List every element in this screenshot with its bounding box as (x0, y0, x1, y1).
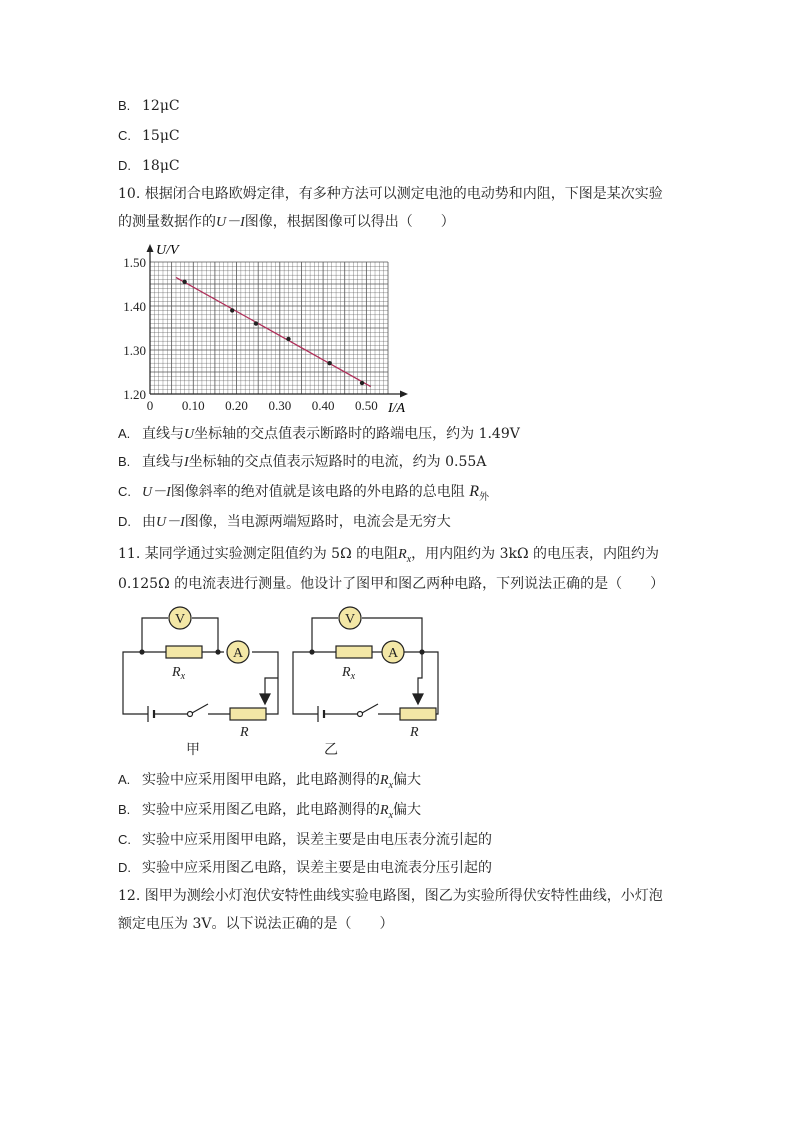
circuit-yi (293, 607, 438, 722)
switch-contact (188, 712, 193, 717)
q9-option-b (118, 96, 180, 116)
x-tick-label: 0.10 (181, 398, 205, 413)
option-sub: x (388, 809, 394, 821)
stem-text: 11. 某同学通过实验测定阻值约为 5Ω 的电阻 (118, 546, 399, 562)
slider-arrowhead (413, 694, 423, 704)
junction (216, 650, 220, 654)
option-label: C. (118, 832, 131, 847)
option-text: 图像，当电源两端短路时，电流会是无穷大 (184, 514, 451, 530)
x-axis-arrow (400, 391, 408, 398)
q10-option-a (118, 424, 520, 445)
y-tick-label: 1.20 (123, 387, 146, 402)
data-point (182, 280, 186, 284)
switch-contact (358, 712, 363, 717)
rheostat-label: R (410, 725, 419, 740)
option-text: 实验中应采用图甲电路，误差主要是由电压表分流引起的 (142, 832, 492, 848)
x-tick-label: 0.40 (311, 398, 335, 413)
stem-text: 图像，根据图像可以得出（ ） (244, 214, 455, 230)
resistor-rx (336, 646, 372, 658)
option-label: C. (118, 128, 131, 143)
option-text: 实验中应采用图乙电路，误差主要是由电流表分压引起的 (142, 860, 492, 876)
q10-option-b (118, 452, 486, 473)
voltmeter-label: V (175, 612, 186, 627)
q9-option-d (118, 156, 180, 176)
option-label: B. (118, 802, 131, 817)
q12-stem-line1: 12. 图甲为测绘小灯泡伏安特性曲线实验电路图，图乙为实验所得伏安特性曲线，小灯泡 (118, 888, 663, 904)
rheostat-label: R (240, 725, 249, 740)
option-text: 直线与 (142, 426, 184, 442)
wire (422, 652, 438, 714)
option-text: 由 (142, 514, 156, 530)
ammeter-label: A (233, 646, 244, 661)
q9-option-c (118, 126, 180, 146)
rx-label: $R_x$ (172, 665, 186, 682)
q11-option-b (118, 800, 421, 826)
wire (123, 652, 148, 714)
voltmeter-label: V (345, 612, 356, 627)
option-var: U (184, 427, 195, 442)
option-text: 坐标轴的交点值表示断路时的路端电压，约为 1.49V (194, 426, 520, 442)
option-var: I (184, 455, 189, 470)
option-var: R (380, 773, 389, 788)
x-axis-label: I/A (388, 401, 406, 416)
stem-sub: x (406, 553, 412, 565)
x-tick-label: 0.30 (268, 398, 292, 413)
option-text: 偏大 (393, 802, 422, 818)
slider-arrowhead (260, 694, 270, 704)
wire (142, 618, 168, 652)
x-tick-label: 0.50 (354, 398, 378, 413)
q12-stem-line2: 额定电压为 3V。以下说法正确的是（ ） (118, 916, 394, 932)
wire (418, 652, 422, 698)
q10-option-c (118, 482, 489, 508)
option-text: 12μC (142, 98, 180, 114)
figure-label-jia: 甲 (186, 743, 200, 758)
option-label: A. (118, 772, 131, 787)
option-text: 坐标轴的交点值表示短路时的电流，约为 0.55A (188, 454, 487, 470)
rheostat (230, 708, 266, 720)
q11-stem-line1 (118, 544, 659, 570)
rx-label: $R_x$ (342, 665, 356, 682)
data-point (327, 361, 331, 365)
option-text: 实验中应采用图乙电路，此电路测得的 (142, 802, 380, 818)
ui-symbol: U－I (216, 215, 245, 230)
chart-marks (176, 277, 371, 386)
option-text: 实验中应采用图甲电路，此电路测得的 (142, 772, 380, 788)
option-var: U－I (156, 515, 185, 530)
rheostat (400, 708, 436, 720)
option-text: 18μC (142, 158, 180, 174)
resistor-rx (166, 646, 202, 658)
u-i-chart (112, 238, 412, 420)
data-point (230, 308, 234, 312)
circuit-jia-labels (171, 612, 249, 758)
q11-option-a (118, 770, 421, 796)
switch-blade (362, 704, 378, 713)
y-axis-arrow (147, 244, 154, 252)
q10-stem-line1: 10. 根据闭合电路欧姆定律，有多种方法可以测定电池的电动势和内阻，下图是某次实验 (118, 186, 663, 202)
data-point (254, 321, 258, 325)
y-axis-label: U/V (156, 243, 179, 258)
circuit-jia (123, 607, 278, 722)
option-sub: x (388, 779, 394, 791)
data-point (360, 381, 364, 385)
stem-text: 的测量数据作的 (118, 214, 216, 230)
stem-text: ，用内阻约为 3kΩ 的电压表，内阻约为 (411, 546, 660, 562)
option-sub: 外 (479, 491, 490, 503)
option-label: D. (118, 514, 131, 529)
x-tick-label: 0 (146, 398, 154, 413)
option-text: 偏大 (393, 772, 422, 788)
chart-axes (147, 244, 409, 398)
junction (140, 650, 144, 654)
wire (293, 652, 318, 714)
q10-stem-line2 (118, 212, 455, 233)
option-label: B. (118, 454, 131, 469)
option-label: B. (118, 98, 131, 113)
y-tick-label: 1.40 (123, 299, 146, 314)
fit-line (176, 277, 371, 386)
option-label: D. (118, 860, 131, 875)
option-label: D. (118, 158, 131, 173)
option-label: C. (118, 484, 131, 499)
option-text: 15μC (142, 128, 180, 144)
ammeter-label: A (388, 646, 399, 661)
option-var: R (469, 483, 480, 500)
figure-label-yi: 乙 (324, 743, 338, 758)
chart-ticks (123, 255, 377, 413)
option-text: 图像斜率的绝对值就是该电路的外电路的总电阻 (170, 484, 465, 500)
x-tick-label: 0.20 (225, 398, 248, 413)
q11-option-d (118, 858, 492, 878)
option-var: R (380, 803, 389, 818)
junction (420, 650, 424, 654)
wire (312, 618, 338, 652)
y-tick-label: 1.50 (123, 255, 146, 270)
circuit-diagrams (118, 600, 448, 760)
q10-option-d (118, 512, 451, 533)
circuit-yi-labels (324, 612, 419, 758)
q11-stem-line2: 0.125Ω 的电流表进行测量。他设计了图甲和图乙两种电路，下列说法正确的是（ ） (118, 576, 665, 592)
y-tick-label: 1.30 (123, 343, 146, 358)
q11-option-c (118, 830, 492, 850)
stem-var: R (398, 547, 407, 562)
option-label: A. (118, 426, 131, 441)
data-point (286, 337, 290, 341)
switch-blade (192, 704, 208, 713)
option-var: U－I (142, 485, 171, 500)
junction (310, 650, 314, 654)
option-text: 直线与 (142, 454, 184, 470)
